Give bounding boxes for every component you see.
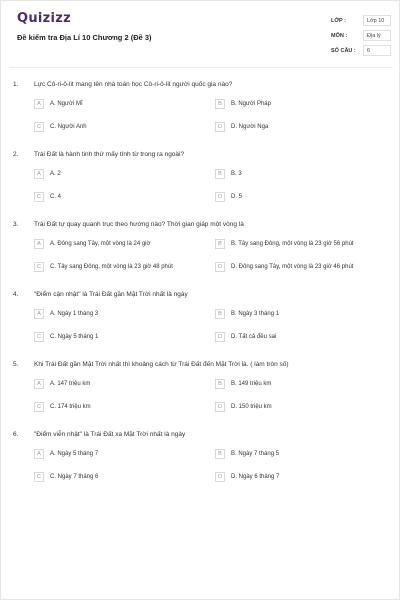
meta-value-subject: Địa lý <box>363 30 391 41</box>
answer-option-c[interactable] <box>34 191 61 203</box>
question-number: 2. <box>13 151 19 158</box>
answer-option-d[interactable] <box>215 331 276 343</box>
answer-option-c[interactable] <box>34 121 87 133</box>
question-text: "Điểm viễn nhật" là Trái Đất xa Mặt Trời nhất là ngày <box>34 431 186 438</box>
answer-option-d[interactable] <box>215 401 272 413</box>
question-number: 1. <box>13 81 19 88</box>
answer-option-b[interactable] <box>215 308 279 320</box>
option-text: D. 5 <box>231 194 243 200</box>
quizizz-logo: Quizizz <box>17 11 72 26</box>
option-text: B. 149 triệu km <box>231 381 272 387</box>
meta-label-class: LỚP : <box>331 18 346 24</box>
option-letter-box: C <box>34 122 44 132</box>
answer-option-b[interactable] <box>215 378 271 390</box>
option-text: A. Người Mĩ <box>50 101 83 107</box>
option-letter-box: D <box>215 472 225 482</box>
option-text: C. Tây sang Đông, một vòng là 23 giờ 48 phút <box>50 264 173 270</box>
answer-option-b[interactable] <box>215 168 242 180</box>
answer-option-a[interactable] <box>34 168 61 180</box>
option-letter-box: A <box>34 99 44 109</box>
option-text: A. Ngày 5 tháng 7 <box>50 451 99 457</box>
question-text: Trái Đất là hành tinh thứ mấy tính từ trong ra ngoài? <box>34 151 185 158</box>
option-letter-box: C <box>34 332 44 342</box>
answer-option-d[interactable] <box>215 191 242 203</box>
answer-option-a[interactable] <box>34 238 150 250</box>
meta-value-count: 6 <box>363 45 391 56</box>
meta-label-subject: MÔN : <box>331 33 348 39</box>
option-text: A. Đông sang Tây, một vòng là 24 giờ <box>50 241 151 247</box>
option-text: B. Tây sang Đông, một vòng là 23 giờ 56 phút <box>231 241 354 247</box>
option-letter-box: D <box>215 192 225 202</box>
option-letter-box: D <box>215 262 225 272</box>
option-text: B. Ngày 3 tháng 1 <box>231 311 280 317</box>
header-divider <box>9 67 393 68</box>
option-text: A. Ngày 1 tháng 3 <box>50 311 99 317</box>
page-title: Đề kiểm tra Địa Lí 10 Chương 2 (Đề 3) <box>17 33 152 42</box>
question-number: 6. <box>13 431 19 438</box>
option-letter-box: B <box>215 379 225 389</box>
option-text: C. Người Anh <box>50 124 87 130</box>
answer-option-c[interactable] <box>34 471 98 483</box>
answer-option-c[interactable] <box>34 401 91 413</box>
option-text: A. 147 triệu km <box>50 381 91 387</box>
option-text: D. 150 triệu km <box>231 404 272 410</box>
option-letter-box: C <box>34 192 44 202</box>
option-text: C. 4 <box>50 194 62 200</box>
question-text: Trái Đất tự quay quanh trục theo hướng nào? Thời gian giáp một vòng là <box>34 221 244 228</box>
option-letter-box: B <box>215 239 225 249</box>
meta-label-count: SỐ CÂU : <box>331 48 356 54</box>
meta-value-class: Lớp 10 <box>363 15 391 26</box>
option-text: B. Người Pháp <box>231 101 271 107</box>
answer-option-d[interactable] <box>215 121 268 133</box>
option-letter-box: C <box>34 262 44 272</box>
option-text: D. Người Nga <box>231 124 269 130</box>
answer-option-b[interactable] <box>215 98 271 110</box>
option-letter-box: B <box>215 309 225 319</box>
option-letter-box: B <box>215 169 225 179</box>
option-letter-box: A <box>34 449 44 459</box>
option-letter-box: D <box>215 122 225 132</box>
answer-option-a[interactable] <box>34 378 90 390</box>
answer-option-b[interactable] <box>215 238 354 250</box>
option-letter-box: B <box>215 99 225 109</box>
option-text: C. Ngày 7 tháng 6 <box>50 474 99 480</box>
option-letter-box: D <box>215 332 225 342</box>
option-letter-box: D <box>215 402 225 412</box>
option-text: B. Ngày 7 tháng 5 <box>231 451 280 457</box>
option-text: D. Ngày 6 tháng 7 <box>231 474 280 480</box>
question-number: 3. <box>13 221 19 228</box>
question-text: Khi Trái Đất gần Mặt Trời nhất thì khoảng cách từ Trái Đất đến Mặt Trời là. ( làm tròn số) <box>34 361 289 368</box>
question-number: 4. <box>13 291 19 298</box>
answer-option-d[interactable] <box>215 471 279 483</box>
question-text: "Điểm cận nhật" là Trái Đất gần Mặt Trời nhất là ngày <box>34 291 188 298</box>
option-letter-box: A <box>34 239 44 249</box>
answer-option-a[interactable] <box>34 98 83 110</box>
answer-option-c[interactable] <box>34 331 98 343</box>
option-text: A. 2 <box>50 171 61 177</box>
option-text: C. Ngày 5 tháng 1 <box>50 334 99 340</box>
answer-option-a[interactable] <box>34 448 98 460</box>
answer-option-d[interactable] <box>215 261 353 273</box>
question-text: Lực Cô-ri-ô-lit mang tên nhà toán học Cô-ri-ô-lit người quốc gia nào? <box>34 81 233 88</box>
answer-option-c[interactable] <box>34 261 173 273</box>
option-letter-box: C <box>34 472 44 482</box>
option-text: D. Đông sang Tây, một vòng là 23 giờ 46 phút <box>231 264 354 270</box>
option-text: B. 3 <box>231 171 242 177</box>
question-number: 5. <box>13 361 19 368</box>
answer-option-a[interactable] <box>34 308 98 320</box>
option-letter-box: A <box>34 309 44 319</box>
option-letter-box: A <box>34 379 44 389</box>
option-text: D. Tất cả đều sai <box>231 334 277 340</box>
answer-option-b[interactable] <box>215 448 279 460</box>
option-letter-box: B <box>215 449 225 459</box>
option-text: C. 174 triệu km <box>50 404 91 410</box>
option-letter-box: A <box>34 169 44 179</box>
option-letter-box: C <box>34 402 44 412</box>
